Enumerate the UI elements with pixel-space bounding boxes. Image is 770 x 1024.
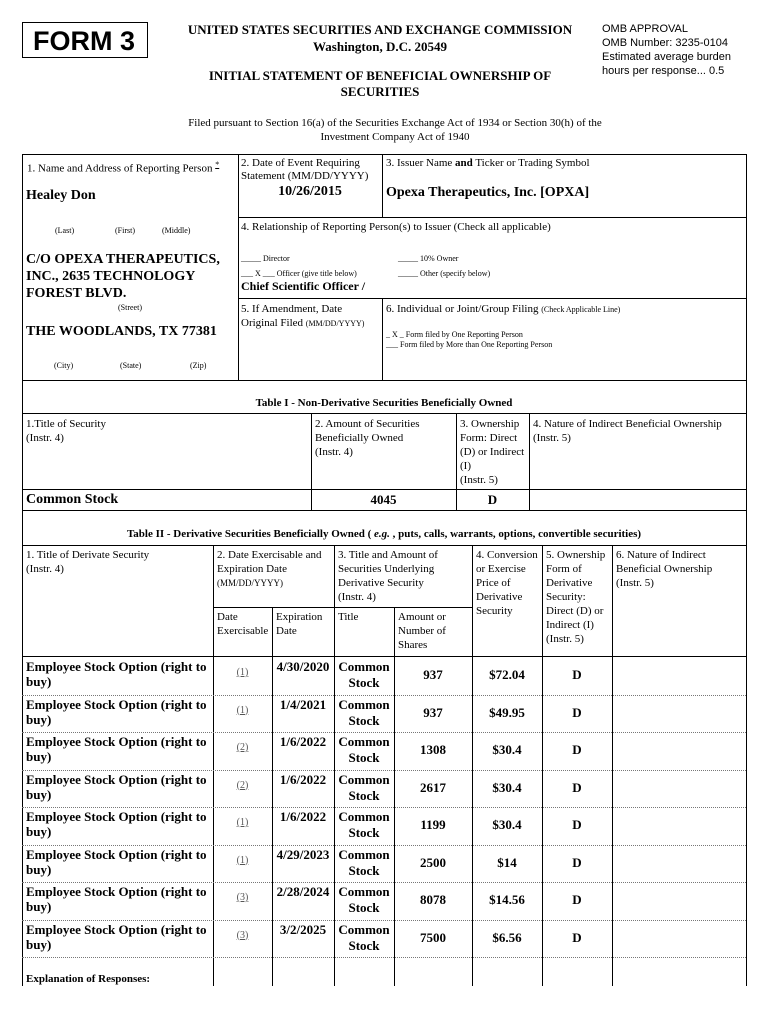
middle-label: (Middle) bbox=[162, 226, 191, 235]
table2-col4-header: 4. Conversion or Exercise Price of Derivative Security bbox=[476, 549, 538, 617]
exercise-price: $30.4 bbox=[492, 742, 522, 757]
box5-label bbox=[241, 302, 364, 331]
derivative-security-title: Employee Stock Option (right to buy) bbox=[26, 659, 207, 689]
underlying-amount: 1199 bbox=[420, 817, 446, 832]
table1-security-title: Common Stock bbox=[26, 492, 119, 507]
derivative-security-title: Employee Stock Option (right to buy) bbox=[26, 846, 207, 877]
officer-option[interactable]: ___ X ___ Officer (give title below) bbox=[241, 269, 357, 278]
underlying-amount: 8078 bbox=[420, 892, 446, 907]
table2-col2a-header: Date Exercisable bbox=[217, 611, 269, 637]
underlying-amount: 1308 bbox=[420, 742, 446, 757]
agency-location: Washington, D.C. 20549 bbox=[313, 39, 447, 54]
ownership-form: D bbox=[572, 742, 582, 757]
footnote-ref-link[interactable]: (2) bbox=[236, 779, 249, 791]
agency-name: UNITED STATES SECURITIES AND EXCHANGE COMMISSION bbox=[187, 22, 573, 37]
box5-label-line1: 5. If Amendment, Date bbox=[241, 303, 343, 315]
underlying-amount: 2617 bbox=[420, 779, 446, 795]
underlying-security-title: Common Stock bbox=[338, 884, 390, 915]
omb-approval bbox=[602, 22, 731, 78]
box2-label-line1: 2. Date of Event Requiring bbox=[241, 157, 360, 169]
ten-percent-owner-option[interactable]: _____ 10% Owner bbox=[398, 254, 459, 263]
table2-col3-header: 3. Title and Amount of Securities Underlying Derivative Security (Instr. 4) bbox=[338, 549, 438, 603]
table2-col2-header bbox=[217, 548, 321, 590]
last-label: (Last) bbox=[55, 226, 75, 235]
box5-label-line2 bbox=[241, 316, 364, 331]
derivative-security-title: Employee Stock Option (right to buy) bbox=[26, 696, 207, 727]
box3-label bbox=[386, 157, 590, 169]
expiration-date: 3/2/2025 bbox=[279, 921, 327, 937]
table2-title-pre: Table II - Derivative Securities Beneficially Owned ( bbox=[126, 528, 375, 540]
officer-title: Chief Scientific Officer / bbox=[241, 279, 366, 293]
footnote-ref-link[interactable]: (1) bbox=[236, 817, 249, 828]
row-divider bbox=[22, 732, 746, 733]
omb-line3: Estimated average burden bbox=[602, 51, 732, 63]
row-divider bbox=[22, 920, 746, 921]
derivative-security-title: Employee Stock Option (right to buy) bbox=[26, 734, 207, 764]
omb-line4: hours per response... 0.5 bbox=[602, 65, 725, 77]
row-divider bbox=[22, 957, 746, 958]
table1-col2-header: 2. Amount of Securities Beneficially Owned (Instr. 4) bbox=[315, 418, 420, 458]
street-address bbox=[26, 251, 220, 302]
filed-pursuant-line2: Investment Company Act of 1940 bbox=[320, 131, 470, 143]
expiration-date: 1/6/2022 bbox=[279, 809, 327, 824]
table2-col2-small: (MM/DD/YYYY) bbox=[217, 578, 283, 588]
box3-label-pre: 3. Issuer Name bbox=[386, 157, 456, 169]
derivative-security-title: Employee Stock Option (right to buy) bbox=[26, 809, 207, 839]
ownership-form: D bbox=[572, 892, 582, 907]
exercise-price: $30.4 bbox=[492, 779, 522, 795]
expiration-date: 1/4/2021 bbox=[279, 696, 327, 712]
explanation-heading: Explanation of Responses: bbox=[26, 973, 151, 985]
underlying-amount: 937 bbox=[423, 704, 443, 720]
table1-amount: 4045 bbox=[370, 492, 397, 507]
table2-col6-header: 6. Nature of Indirect Beneficial Ownership (Instr. 5) bbox=[616, 549, 713, 589]
expiration-date: 1/6/2022 bbox=[279, 771, 327, 787]
box4-label: 4. Relationship of Reporting Person(s) to Issuer (Check all applicable) bbox=[241, 221, 551, 233]
table2-title-post: , puts, calls, warrants, options, convertible securities) bbox=[389, 528, 642, 540]
expiration-date: 2/28/2024 bbox=[276, 884, 330, 899]
table2-title-eg: e.g. bbox=[374, 528, 390, 540]
box3-label-post: Ticker or Trading Symbol bbox=[472, 157, 590, 169]
table2-col2b-header: Expiration Date bbox=[276, 611, 323, 637]
table1-col1-header: 1.Title of Security (Instr. 4) bbox=[26, 418, 106, 444]
box1-label bbox=[27, 160, 219, 175]
row-divider bbox=[22, 807, 746, 808]
exercise-price: $6.56 bbox=[492, 929, 522, 945]
expiration-date: 1/6/2022 bbox=[279, 734, 327, 749]
table1-ownership-form: D bbox=[487, 492, 498, 507]
box3-label-and: and bbox=[455, 157, 473, 169]
reporting-person-name: Healey Don bbox=[26, 188, 96, 203]
table1-col3-header: 3. Ownership Form: Direct (D) or Indirect (I) (Instr. 5) bbox=[460, 418, 525, 486]
form-title-line2: SECURITIES bbox=[340, 84, 420, 99]
underlying-security-title: Common Stock bbox=[338, 771, 390, 803]
ownership-form: D bbox=[572, 929, 582, 945]
row-divider bbox=[22, 695, 746, 696]
exercise-price: $49.95 bbox=[489, 704, 525, 720]
derivative-security-title: Employee Stock Option (right to buy) bbox=[26, 921, 207, 952]
issuer-name: Opexa Therapeutics, Inc. [OPXA] bbox=[386, 185, 590, 200]
underlying-security-title: Common Stock bbox=[338, 696, 390, 728]
first-label: (First) bbox=[115, 226, 135, 235]
table2-col3b-header: Amount or Number of Shares bbox=[398, 611, 446, 651]
director-option[interactable]: _____ Director bbox=[241, 254, 290, 263]
ownership-form: D bbox=[572, 704, 582, 720]
box1-label-text: 1. Name and Address of Reporting Person bbox=[27, 162, 213, 175]
table2-col2-label: 2. Date Exercisable and Expiration Date bbox=[217, 549, 322, 575]
box1-footnote-mark: * bbox=[215, 160, 220, 169]
box5-label-small: (MM/DD/YYYY) bbox=[305, 319, 365, 328]
table1-col4-header: 4. Nature of Indirect Beneficial Ownership (Instr. 5) bbox=[533, 418, 722, 444]
form-label: FORM 3 bbox=[22, 22, 148, 58]
table2-col1-header: 1. Title of Derivate Security (Instr. 4) bbox=[26, 549, 150, 575]
underlying-amount: 7500 bbox=[420, 929, 446, 945]
expiration-date: 4/29/2023 bbox=[276, 846, 330, 862]
box2-label-line2: Statement (MM/DD/YYYY) bbox=[241, 170, 369, 182]
underlying-security-title: Common Stock bbox=[338, 734, 390, 765]
derivative-security-title: Employee Stock Option (right to buy) bbox=[26, 771, 207, 802]
event-date: 10/26/2015 bbox=[278, 184, 342, 199]
one-reporting-person-option[interactable]: _ X _ Form filed by One Reporting Person bbox=[386, 330, 523, 339]
underlying-amount: 2500 bbox=[420, 854, 446, 870]
ownership-form: D bbox=[572, 779, 582, 795]
exercise-price: $72.04 bbox=[489, 667, 525, 682]
box6-label bbox=[386, 303, 620, 315]
footnote-ref-link[interactable]: (3) bbox=[236, 892, 249, 903]
box5-label-line2-text: Original Filed bbox=[241, 317, 304, 329]
table2-col5-header: 5. Ownership Form of Derivative Security: Direct (D) or Indirect (I) (Instr. 5) bbox=[546, 549, 606, 645]
other-option[interactable]: _____ Other (specify below) bbox=[398, 269, 491, 278]
street-line3: FOREST BLVD. bbox=[26, 286, 127, 301]
footnote-ref-link[interactable]: (3) bbox=[236, 929, 249, 941]
derivative-security-title: Employee Stock Option (right to buy) bbox=[26, 884, 207, 914]
street-label: (Street) bbox=[118, 303, 142, 312]
box6-label-text: 6. Individual or Joint/Group Filing bbox=[386, 303, 539, 315]
box6-label-small: (Check Applicable Line) bbox=[541, 305, 621, 314]
footnote-ref-link[interactable]: (2) bbox=[236, 742, 249, 753]
state-label: (State) bbox=[120, 361, 142, 370]
row-divider bbox=[22, 770, 746, 771]
ownership-form: D bbox=[572, 817, 582, 832]
underlying-security-title: Common Stock bbox=[338, 809, 390, 840]
omb-line1: OMB APPROVAL bbox=[602, 23, 688, 35]
exercise-price: $14 bbox=[497, 854, 517, 870]
street-line2: INC., 2635 TECHNOLOGY bbox=[26, 269, 196, 284]
row-divider bbox=[22, 882, 746, 883]
underlying-security-title: Common Stock bbox=[338, 921, 390, 953]
table1-title: Table I - Non-Derivative Securities Beneficially Owned bbox=[255, 397, 513, 409]
ownership-form: D bbox=[572, 667, 582, 682]
underlying-security-title: Common Stock bbox=[338, 659, 390, 690]
city-state-zip: THE WOODLANDS, TX 77381 bbox=[26, 324, 217, 339]
row-divider bbox=[22, 845, 746, 846]
underlying-security-title: Common Stock bbox=[338, 846, 390, 878]
footnote-ref-link[interactable]: (1) bbox=[236, 704, 249, 716]
form-title-line1: INITIAL STATEMENT OF BENEFICIAL OWNERSHIP OF bbox=[208, 68, 552, 83]
omb-line2: OMB Number: 3235-0104 bbox=[602, 37, 728, 49]
exercise-price: $30.4 bbox=[492, 817, 522, 832]
filed-pursuant-line1: Filed pursuant to Section 16(a) of the Securities Exchange Act of 1934 or Section 30(h) of the bbox=[188, 117, 602, 129]
table2-title bbox=[22, 528, 746, 540]
zip-label: (Zip) bbox=[190, 361, 207, 370]
underlying-amount: 937 bbox=[423, 667, 443, 682]
street-line1: C/O OPEXA THERAPEUTICS, bbox=[26, 252, 220, 267]
city-label: (City) bbox=[54, 361, 74, 370]
more-than-one-reporting-person-option[interactable]: ___ Form filed by More than One Reporting Person bbox=[386, 340, 553, 349]
table2-col3a-header: Title bbox=[338, 611, 359, 623]
footnote-ref-link[interactable]: (1) bbox=[236, 854, 249, 866]
box2-label bbox=[241, 157, 368, 183]
exercise-price: $14.56 bbox=[489, 892, 525, 907]
expiration-date: 4/30/2020 bbox=[276, 659, 330, 674]
ownership-form: D bbox=[572, 854, 582, 870]
footnote-ref-link[interactable]: (1) bbox=[236, 667, 249, 678]
